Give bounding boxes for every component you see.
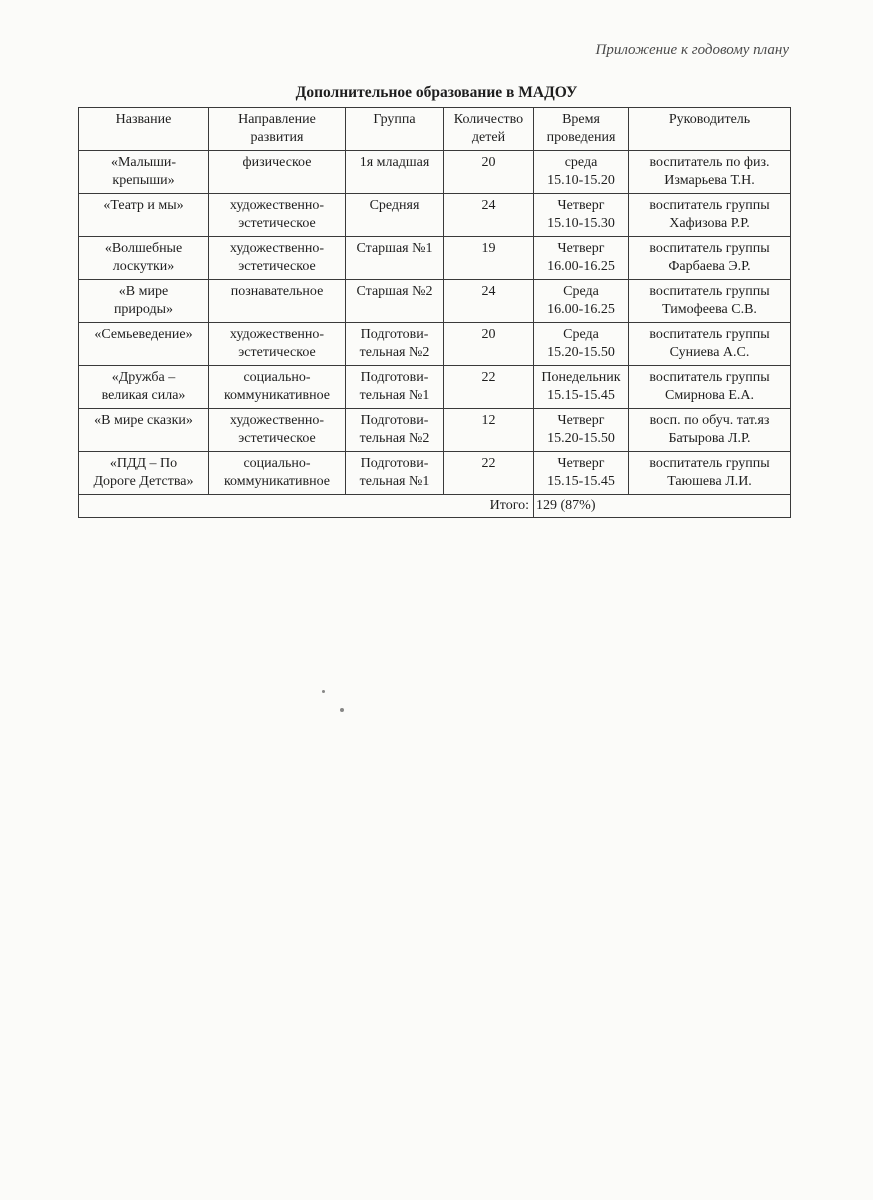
cell-time: Среда 15.20-15.50 <box>534 323 629 366</box>
cell-leader: воспитатель по физ. Измарьева Т.Н. <box>629 151 791 194</box>
column-header-direction: Направление развития <box>209 108 346 151</box>
cell-count: 12 <box>444 409 534 452</box>
table-row <box>79 237 791 280</box>
cell-name: «Дружба – великая сила» <box>79 366 209 409</box>
table-row <box>79 280 791 323</box>
total-label: Итого: <box>79 495 534 518</box>
cell-leader: воспитатель группы Смирнова Е.А. <box>629 366 791 409</box>
cell-time: Четверг 15.10-15.30 <box>534 194 629 237</box>
total-row <box>79 495 791 518</box>
cell-count: 20 <box>444 151 534 194</box>
cell-name: «Семьеведение» <box>79 323 209 366</box>
cell-count: 20 <box>444 323 534 366</box>
scan-speck <box>322 690 325 693</box>
cell-time: Четверг 16.00-16.25 <box>534 237 629 280</box>
cell-group: Подготови- тельная №2 <box>346 409 444 452</box>
cell-name: «Театр и мы» <box>79 194 209 237</box>
cell-group: Подготови- тельная №1 <box>346 366 444 409</box>
table-row <box>79 323 791 366</box>
cell-leader: воспитатель группы Тимофеева С.В. <box>629 280 791 323</box>
cell-direction: художественно- эстетическое <box>209 323 346 366</box>
cell-time: среда 15.10-15.20 <box>534 151 629 194</box>
cell-leader: воспитатель группы Суниева А.С. <box>629 323 791 366</box>
column-header-leader: Руководитель <box>629 108 791 151</box>
cell-count: 19 <box>444 237 534 280</box>
activities-table <box>78 107 791 518</box>
cell-direction: художественно- эстетическое <box>209 409 346 452</box>
cell-direction: физическое <box>209 151 346 194</box>
column-header-group: Группа <box>346 108 444 151</box>
cell-group: 1я младшая <box>346 151 444 194</box>
cell-name: «Малыши- крепыши» <box>79 151 209 194</box>
document-title: Дополнительное образование в МАДОУ <box>295 84 578 101</box>
table-row <box>79 366 791 409</box>
scan-speck <box>340 708 344 712</box>
cell-group: Подготови- тельная №2 <box>346 323 444 366</box>
cell-name: «ПДД – По Дороге Детства» <box>79 452 209 495</box>
table-row <box>79 194 791 237</box>
column-header-count: Количество детей <box>444 108 534 151</box>
cell-leader: воспитатель группы Таюшева Л.И. <box>629 452 791 495</box>
cell-count: 24 <box>444 194 534 237</box>
cell-time: Четверг 15.15-15.45 <box>534 452 629 495</box>
total-value: 129 (87%) <box>534 495 791 518</box>
cell-leader: восп. по обуч. тат.яз Батырова Л.Р. <box>629 409 791 452</box>
cell-direction: социально- коммуникативное <box>209 366 346 409</box>
cell-direction: художественно- эстетическое <box>209 194 346 237</box>
cell-name: «Волшебные лоскутки» <box>79 237 209 280</box>
cell-group: Подготови- тельная №1 <box>346 452 444 495</box>
cell-count: 24 <box>444 280 534 323</box>
cell-group: Старшая №2 <box>346 280 444 323</box>
cell-group: Средняя <box>346 194 444 237</box>
cell-group: Старшая №1 <box>346 237 444 280</box>
cell-count: 22 <box>444 452 534 495</box>
cell-name: «В мире сказки» <box>79 409 209 452</box>
cell-name: «В мире природы» <box>79 280 209 323</box>
cell-count: 22 <box>444 366 534 409</box>
cell-direction: социально- коммуникативное <box>209 452 346 495</box>
cell-direction: художественно- эстетическое <box>209 237 346 280</box>
cell-time: Понедельник 15.15-15.45 <box>534 366 629 409</box>
column-header-time: Время проведения <box>534 108 629 151</box>
cell-leader: воспитатель группы Фарбаева Э.Р. <box>629 237 791 280</box>
page-header-note: Приложение к годовому плану <box>595 42 789 58</box>
cell-direction: познавательное <box>209 280 346 323</box>
table-row <box>79 409 791 452</box>
table-row <box>79 452 791 495</box>
cell-time: Среда 16.00-16.25 <box>534 280 629 323</box>
cell-leader: воспитатель группы Хафизова Р.Р. <box>629 194 791 237</box>
column-header-name: Название <box>79 108 209 151</box>
table-header-row <box>79 108 791 151</box>
cell-time: Четверг 15.20-15.50 <box>534 409 629 452</box>
table-row <box>79 151 791 194</box>
